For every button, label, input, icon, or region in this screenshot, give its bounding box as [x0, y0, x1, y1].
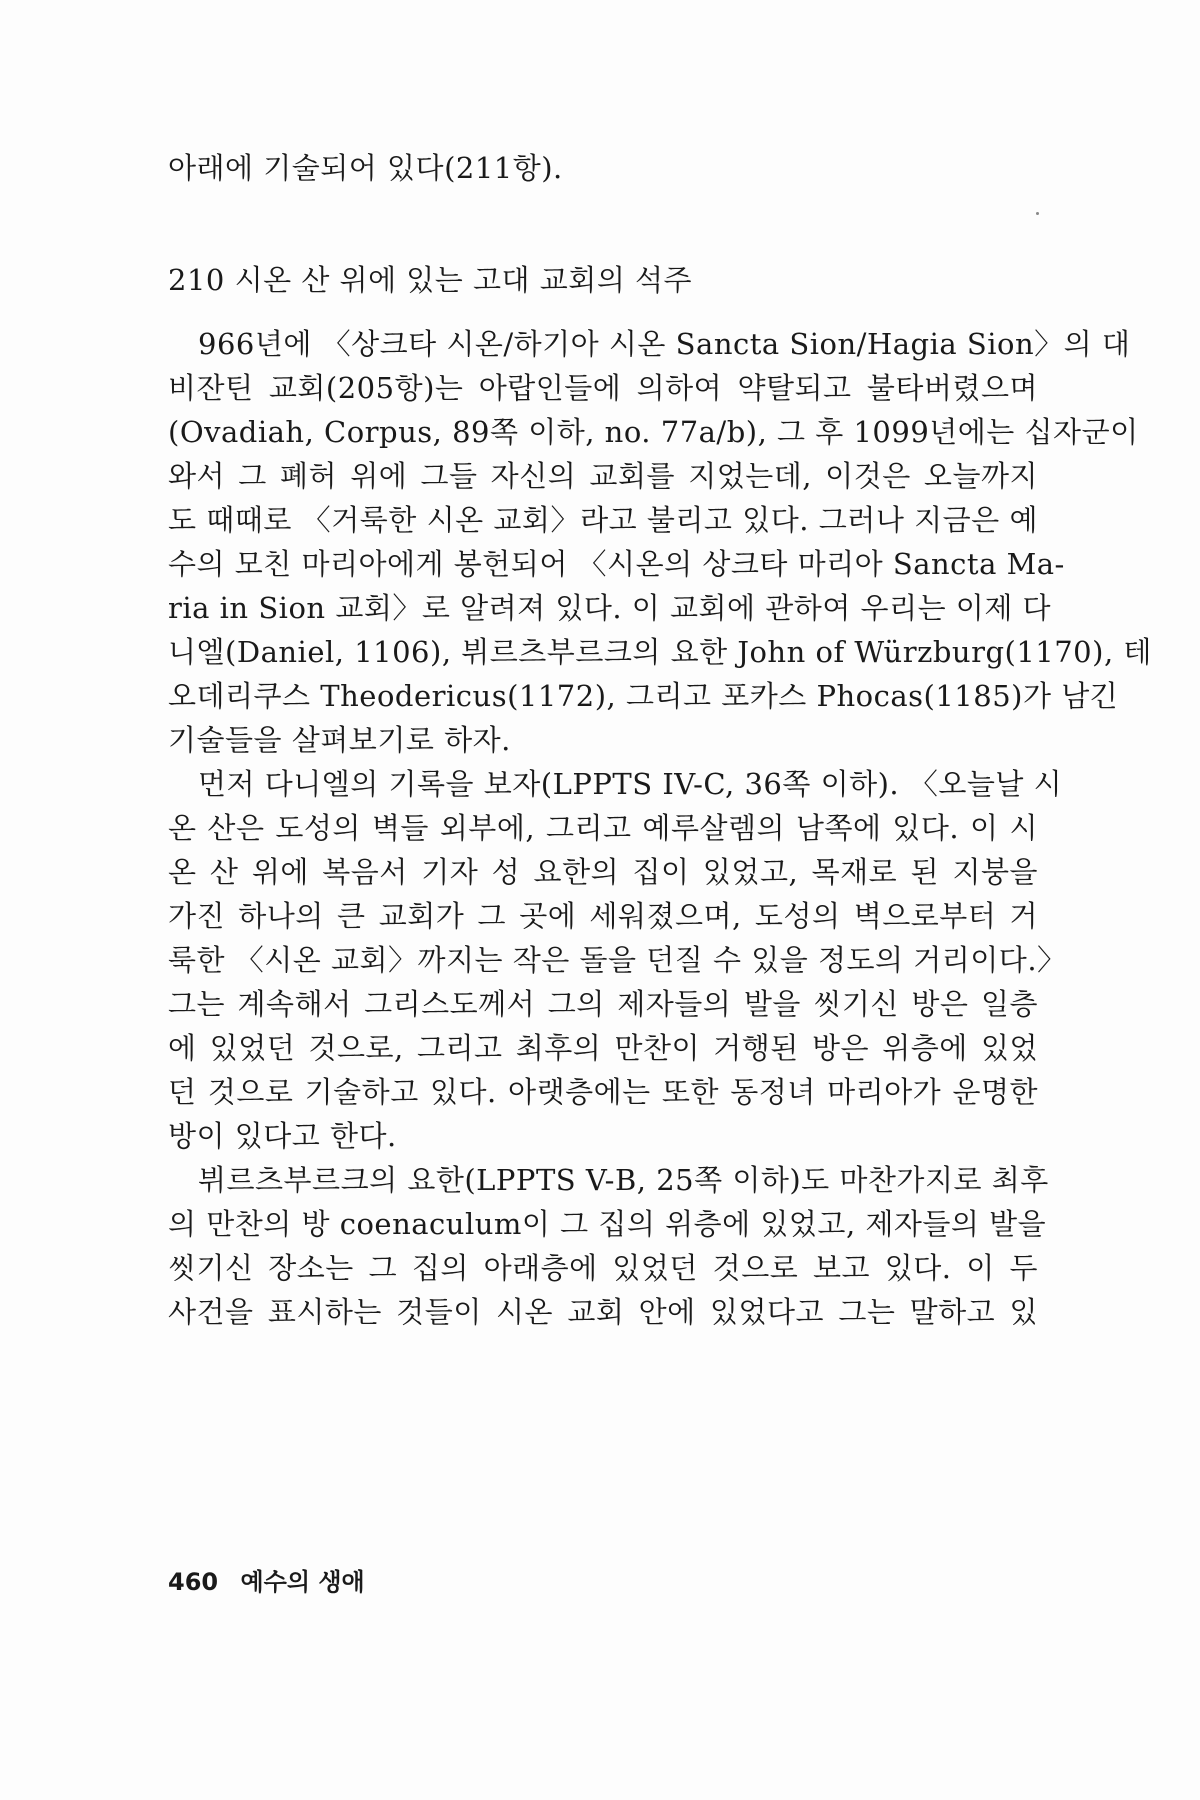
page-footer	[168, 1566, 365, 1598]
text-line: 수의 모친 마리아에게 봉헌되어 〈시온의 상크타 마리아 Sancta Ma-	[168, 547, 1065, 581]
text-line: 가진 하나의 큰 교회가 그 곳에 세워졌으며, 도성의 벽으로부터 거	[168, 899, 1038, 933]
text-line: 뷔르츠부르크의 요한(LPPTS V-B, 25쪽 이하)도 마찬가지로 최후	[198, 1163, 1049, 1197]
text-line: 온 산 위에 복음서 기자 성 요한의 집이 있었고, 목재로 된 지붕을	[168, 855, 1038, 889]
text-line: 씻기신 장소는 그 집의 아래층에 있었던 것으로 보고 있다. 이 두	[168, 1251, 1038, 1285]
text-line: 와서 그 폐허 위에 그들 자신의 교회를 지었는데, 이것은 오늘까지	[168, 459, 1038, 493]
section-heading: 210 시온 산 위에 있는 고대 교회의 석주	[168, 263, 693, 297]
page-number: 460	[168, 1568, 219, 1596]
text-line: ria in Sion 교회〉로 알려져 있다. 이 교회에 관하여 우리는 이제 다	[168, 591, 1052, 625]
text-line: 룩한 〈시온 교회〉까지는 작은 돌을 던질 수 있을 정도의 거리이다.〉	[168, 943, 1067, 977]
text-line: 의 만찬의 방 coenaculum이 그 집의 위층에 있었고, 제자들의 발을	[168, 1207, 1047, 1241]
text-line: 니엘(Daniel, 1106), 뷔르츠부르크의 요한 John of Würzburg(1170), 테	[168, 635, 1152, 669]
text-line: 던 것으로 기술하고 있다. 아랫층에는 또한 동정녀 마리아가 운명한	[168, 1075, 1038, 1109]
text-line: 기술들을 살펴보기로 하자.	[168, 723, 511, 757]
text-line: 에 있었던 것으로, 그리고 최후의 만찬이 거행된 방은 위층에 있었	[168, 1031, 1038, 1065]
text-line: 방이 있다고 한다.	[168, 1119, 397, 1153]
text-line: 도 때때로 〈거룩한 시온 교회〉라고 불리고 있다. 그러나 지금은 예	[168, 503, 1038, 537]
running-title: 예수의 생애	[240, 1568, 365, 1596]
scan-speck	[1036, 212, 1039, 215]
text-line: 966년에 〈상크타 시온/하기아 시온 Sancta Sion/Hagia Sion〉의 대	[198, 327, 1131, 361]
text-line: 온 산은 도성의 벽들 외부에, 그리고 예루살렘의 남쪽에 있다. 이 시	[168, 811, 1038, 845]
text-line: 그는 계속해서 그리스도께서 그의 제자들의 발을 씻기신 방은 일층	[168, 987, 1038, 1021]
text-line: 먼저 다니엘의 기록을 보자(LPPTS IV-C, 36쪽 이하). 〈오늘날 시	[198, 767, 1063, 801]
text-line: (Ovadiah, Corpus, 89쪽 이하, no. 77a/b), 그 후 1099년에는 십자군이	[168, 415, 1139, 449]
text-line: 오데리쿠스 Theodericus(1172), 그리고 포카스 Phocas(1185)가 남긴	[168, 679, 1119, 713]
text-line: 사건을 표시하는 것들이 시온 교회 안에 있었다고 그는 말하고 있	[168, 1295, 1038, 1329]
text-line: 비잔틴 교회(205항)는 아랍인들에 의하여 약탈되고 불타버렸으며	[168, 371, 1038, 405]
text-line: 아래에 기술되어 있다(211항).	[168, 151, 563, 185]
